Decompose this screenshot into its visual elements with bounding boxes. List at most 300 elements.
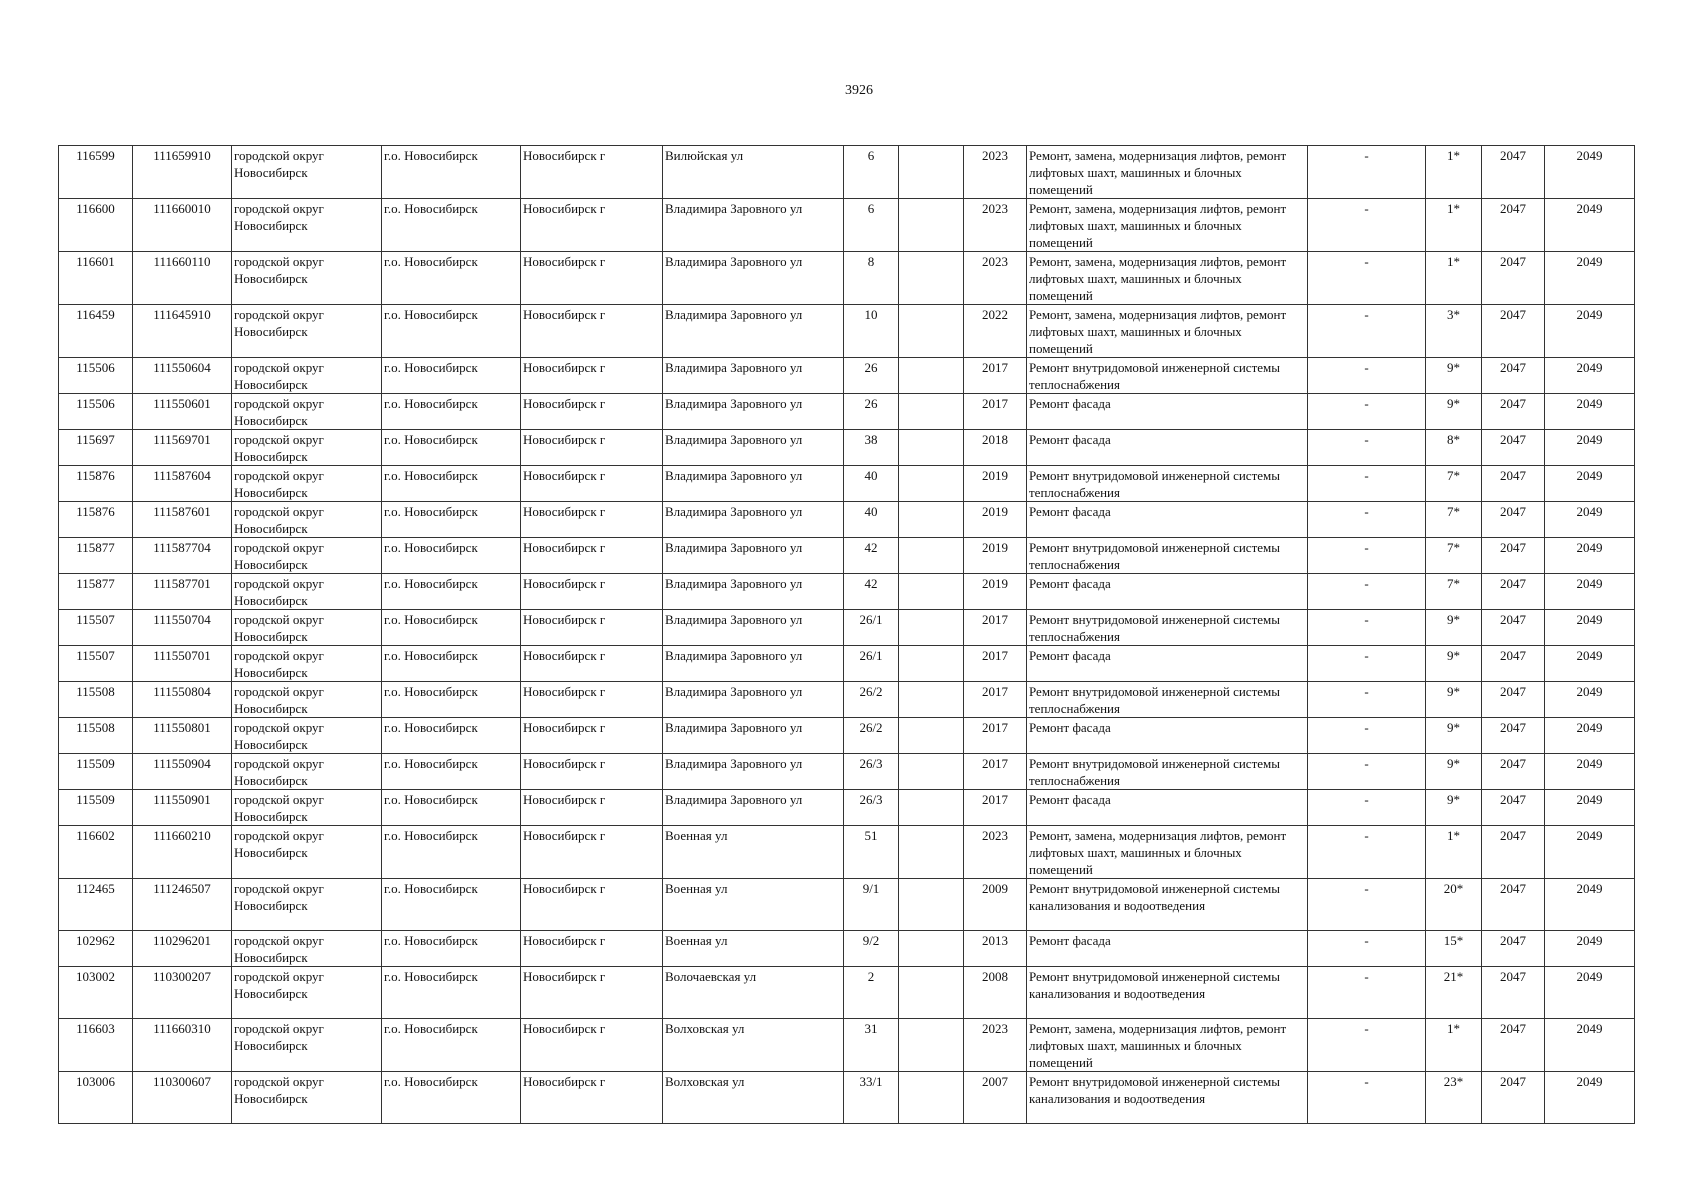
cell-house-number: 9/1 bbox=[844, 879, 899, 931]
cell-year-from: 2047 bbox=[1482, 394, 1545, 430]
cell-work-type: Ремонт внутридомовой инженерной системы теплоснабжения bbox=[1027, 610, 1308, 646]
cell-house-number: 42 bbox=[844, 574, 899, 610]
cell-city: Новосибирск г bbox=[521, 199, 663, 252]
cell-blank bbox=[899, 430, 964, 466]
cell-blank bbox=[899, 466, 964, 502]
cell-city: Новосибирск г bbox=[521, 430, 663, 466]
cell-year: 2023 bbox=[964, 146, 1027, 199]
cell-house-number: 10 bbox=[844, 305, 899, 358]
cell-year-from: 2047 bbox=[1482, 718, 1545, 754]
cell-house-number: 26/2 bbox=[844, 718, 899, 754]
table-row bbox=[59, 646, 1635, 682]
cell-mark: 9* bbox=[1426, 358, 1482, 394]
cell-blank bbox=[899, 1019, 964, 1072]
cell-work-code: 111550804 bbox=[133, 682, 232, 718]
cell-year-to: 2049 bbox=[1545, 394, 1635, 430]
cell-city: Новосибирск г bbox=[521, 252, 663, 305]
cell-work-type: Ремонт внутридомовой инженерной системы теплоснабжения bbox=[1027, 538, 1308, 574]
cell-year: 2017 bbox=[964, 358, 1027, 394]
cell-okrug: г.о. Новосибирск bbox=[382, 252, 521, 305]
cell-year: 2019 bbox=[964, 574, 1027, 610]
cell-house-number: 42 bbox=[844, 538, 899, 574]
cell-year: 2017 bbox=[964, 718, 1027, 754]
cell-dash: - bbox=[1308, 610, 1426, 646]
cell-year-from: 2047 bbox=[1482, 199, 1545, 252]
cell-house-number: 6 bbox=[844, 146, 899, 199]
cell-municipality: городской округ Новосибирск bbox=[232, 610, 382, 646]
cell-street: Владимира Заровного ул bbox=[663, 305, 844, 358]
cell-work-code: 111550604 bbox=[133, 358, 232, 394]
cell-okrug: г.о. Новосибирск bbox=[382, 538, 521, 574]
cell-work-type: Ремонт, замена, модернизация лифтов, ремонт лифтовых шахт, машинных и блочных помещений bbox=[1027, 305, 1308, 358]
cell-mark: 7* bbox=[1426, 574, 1482, 610]
cell-year-from: 2047 bbox=[1482, 610, 1545, 646]
cell-work-code: 111660010 bbox=[133, 199, 232, 252]
table-row bbox=[59, 790, 1635, 826]
cell-house-number: 26 bbox=[844, 394, 899, 430]
cell-mark: 3* bbox=[1426, 305, 1482, 358]
cell-city: Новосибирск г bbox=[521, 967, 663, 1019]
cell-mark: 1* bbox=[1426, 252, 1482, 305]
cell-dash: - bbox=[1308, 879, 1426, 931]
cell-mark: 1* bbox=[1426, 199, 1482, 252]
cell-city: Новосибирск г bbox=[521, 538, 663, 574]
cell-year-to: 2049 bbox=[1545, 790, 1635, 826]
cell-mark: 7* bbox=[1426, 502, 1482, 538]
cell-year: 2023 bbox=[964, 1019, 1027, 1072]
cell-record-id: 115509 bbox=[59, 790, 133, 826]
table-row bbox=[59, 879, 1635, 931]
cell-street: Владимира Заровного ул bbox=[663, 754, 844, 790]
cell-record-id: 116602 bbox=[59, 826, 133, 879]
cell-okrug: г.о. Новосибирск bbox=[382, 826, 521, 879]
table-row bbox=[59, 967, 1635, 1019]
cell-municipality: городской округ Новосибирск bbox=[232, 358, 382, 394]
cell-blank bbox=[899, 146, 964, 199]
cell-year-from: 2047 bbox=[1482, 502, 1545, 538]
cell-year-from: 2047 bbox=[1482, 430, 1545, 466]
cell-year-from: 2047 bbox=[1482, 538, 1545, 574]
cell-year-from: 2047 bbox=[1482, 466, 1545, 502]
cell-work-code: 111587601 bbox=[133, 502, 232, 538]
cell-year: 2022 bbox=[964, 305, 1027, 358]
table-row bbox=[59, 718, 1635, 754]
cell-year: 2009 bbox=[964, 879, 1027, 931]
cell-year-to: 2049 bbox=[1545, 146, 1635, 199]
cell-blank bbox=[899, 754, 964, 790]
cell-municipality: городской округ Новосибирск bbox=[232, 146, 382, 199]
cell-blank bbox=[899, 718, 964, 754]
cell-dash: - bbox=[1308, 466, 1426, 502]
cell-municipality: городской округ Новосибирск bbox=[232, 574, 382, 610]
cell-dash: - bbox=[1308, 305, 1426, 358]
cell-year-from: 2047 bbox=[1482, 305, 1545, 358]
cell-street: Владимира Заровного ул bbox=[663, 394, 844, 430]
cell-work-code: 111660210 bbox=[133, 826, 232, 879]
cell-work-type: Ремонт фасада bbox=[1027, 502, 1308, 538]
cell-year-to: 2049 bbox=[1545, 430, 1635, 466]
cell-year-to: 2049 bbox=[1545, 574, 1635, 610]
cell-house-number: 33/1 bbox=[844, 1072, 899, 1124]
cell-street: Владимира Заровного ул bbox=[663, 430, 844, 466]
cell-work-code: 111550704 bbox=[133, 610, 232, 646]
cell-year: 2017 bbox=[964, 790, 1027, 826]
cell-house-number: 9/2 bbox=[844, 931, 899, 967]
cell-blank bbox=[899, 199, 964, 252]
table-row bbox=[59, 252, 1635, 305]
cell-house-number: 38 bbox=[844, 430, 899, 466]
cell-street: Владимира Заровного ул bbox=[663, 502, 844, 538]
cell-city: Новосибирск г bbox=[521, 466, 663, 502]
cell-city: Новосибирск г bbox=[521, 574, 663, 610]
cell-blank bbox=[899, 826, 964, 879]
cell-dash: - bbox=[1308, 394, 1426, 430]
cell-work-type: Ремонт внутридомовой инженерной системы теплоснабжения bbox=[1027, 358, 1308, 394]
cell-work-code: 111660110 bbox=[133, 252, 232, 305]
cell-work-code: 111587604 bbox=[133, 466, 232, 502]
cell-year-to: 2049 bbox=[1545, 718, 1635, 754]
cell-work-code: 111550701 bbox=[133, 646, 232, 682]
cell-street: Владимира Заровного ул bbox=[663, 358, 844, 394]
cell-year-from: 2047 bbox=[1482, 682, 1545, 718]
cell-year-to: 2049 bbox=[1545, 538, 1635, 574]
cell-year-to: 2049 bbox=[1545, 252, 1635, 305]
cell-okrug: г.о. Новосибирск bbox=[382, 879, 521, 931]
cell-dash: - bbox=[1308, 358, 1426, 394]
cell-dash: - bbox=[1308, 967, 1426, 1019]
cell-record-id: 112465 bbox=[59, 879, 133, 931]
cell-municipality: городской округ Новосибирск bbox=[232, 394, 382, 430]
cell-record-id: 115508 bbox=[59, 682, 133, 718]
cell-street: Волховская ул bbox=[663, 1019, 844, 1072]
table-row bbox=[59, 931, 1635, 967]
table-row bbox=[59, 502, 1635, 538]
cell-work-code: 111550601 bbox=[133, 394, 232, 430]
table-row bbox=[59, 146, 1635, 199]
cell-city: Новосибирск г bbox=[521, 394, 663, 430]
cell-house-number: 26 bbox=[844, 358, 899, 394]
cell-house-number: 26/1 bbox=[844, 610, 899, 646]
cell-municipality: городской округ Новосибирск bbox=[232, 879, 382, 931]
cell-street: Военная ул bbox=[663, 931, 844, 967]
table-row bbox=[59, 430, 1635, 466]
cell-year: 2018 bbox=[964, 430, 1027, 466]
table-row bbox=[59, 574, 1635, 610]
cell-year-to: 2049 bbox=[1545, 1072, 1635, 1124]
cell-house-number: 26/2 bbox=[844, 682, 899, 718]
cell-city: Новосибирск г bbox=[521, 879, 663, 931]
cell-mark: 9* bbox=[1426, 754, 1482, 790]
cell-municipality: городской округ Новосибирск bbox=[232, 826, 382, 879]
cell-year: 2013 bbox=[964, 931, 1027, 967]
cell-city: Новосибирск г bbox=[521, 718, 663, 754]
cell-work-type: Ремонт фасада bbox=[1027, 931, 1308, 967]
cell-okrug: г.о. Новосибирск bbox=[382, 754, 521, 790]
cell-city: Новосибирск г bbox=[521, 610, 663, 646]
cell-municipality: городской округ Новосибирск bbox=[232, 754, 382, 790]
cell-record-id: 116599 bbox=[59, 146, 133, 199]
cell-okrug: г.о. Новосибирск bbox=[382, 146, 521, 199]
cell-year-to: 2049 bbox=[1545, 826, 1635, 879]
cell-year-to: 2049 bbox=[1545, 682, 1635, 718]
cell-mark: 7* bbox=[1426, 466, 1482, 502]
cell-year: 2017 bbox=[964, 610, 1027, 646]
cell-house-number: 51 bbox=[844, 826, 899, 879]
cell-record-id: 115506 bbox=[59, 358, 133, 394]
cell-work-type: Ремонт внутридомовой инженерной системы теплоснабжения bbox=[1027, 754, 1308, 790]
cell-dash: - bbox=[1308, 826, 1426, 879]
cell-year-from: 2047 bbox=[1482, 574, 1545, 610]
cell-mark: 20* bbox=[1426, 879, 1482, 931]
cell-work-code: 111246507 bbox=[133, 879, 232, 931]
cell-blank bbox=[899, 967, 964, 1019]
cell-year-to: 2049 bbox=[1545, 967, 1635, 1019]
cell-year: 2019 bbox=[964, 502, 1027, 538]
cell-dash: - bbox=[1308, 682, 1426, 718]
cell-year-to: 2049 bbox=[1545, 1019, 1635, 1072]
cell-year: 2023 bbox=[964, 199, 1027, 252]
cell-mark: 9* bbox=[1426, 718, 1482, 754]
cell-blank bbox=[899, 538, 964, 574]
cell-work-type: Ремонт внутридомовой инженерной системы теплоснабжения bbox=[1027, 682, 1308, 718]
cell-dash: - bbox=[1308, 502, 1426, 538]
cell-dash: - bbox=[1308, 646, 1426, 682]
cell-work-code: 111550904 bbox=[133, 754, 232, 790]
cell-blank bbox=[899, 931, 964, 967]
cell-work-type: Ремонт фасада bbox=[1027, 646, 1308, 682]
cell-year: 2017 bbox=[964, 394, 1027, 430]
cell-okrug: г.о. Новосибирск bbox=[382, 610, 521, 646]
cell-year: 2017 bbox=[964, 754, 1027, 790]
cell-municipality: городской округ Новосибирск bbox=[232, 430, 382, 466]
cell-work-type: Ремонт фасада bbox=[1027, 718, 1308, 754]
cell-house-number: 26/1 bbox=[844, 646, 899, 682]
cell-record-id: 115876 bbox=[59, 502, 133, 538]
cell-municipality: городской округ Новосибирск bbox=[232, 1019, 382, 1072]
cell-year-from: 2047 bbox=[1482, 358, 1545, 394]
cell-street: Владимира Заровного ул bbox=[663, 682, 844, 718]
cell-house-number: 26/3 bbox=[844, 754, 899, 790]
cell-year: 2017 bbox=[964, 646, 1027, 682]
cell-year-from: 2047 bbox=[1482, 252, 1545, 305]
cell-year-to: 2049 bbox=[1545, 610, 1635, 646]
cell-record-id: 116601 bbox=[59, 252, 133, 305]
cell-record-id: 103002 bbox=[59, 967, 133, 1019]
cell-city: Новосибирск г bbox=[521, 826, 663, 879]
cell-municipality: городской округ Новосибирск bbox=[232, 466, 382, 502]
cell-record-id: 115509 bbox=[59, 754, 133, 790]
cell-municipality: городской округ Новосибирск bbox=[232, 199, 382, 252]
cell-house-number: 6 bbox=[844, 199, 899, 252]
cell-blank bbox=[899, 574, 964, 610]
cell-mark: 9* bbox=[1426, 790, 1482, 826]
cell-work-code: 111659910 bbox=[133, 146, 232, 199]
cell-year: 2019 bbox=[964, 538, 1027, 574]
cell-work-type: Ремонт, замена, модернизация лифтов, ремонт лифтовых шахт, машинных и блочных помещений bbox=[1027, 1019, 1308, 1072]
cell-work-code: 111550901 bbox=[133, 790, 232, 826]
cell-blank bbox=[899, 252, 964, 305]
cell-work-code: 111550801 bbox=[133, 718, 232, 754]
cell-year-from: 2047 bbox=[1482, 790, 1545, 826]
cell-dash: - bbox=[1308, 1019, 1426, 1072]
cell-okrug: г.о. Новосибирск bbox=[382, 1019, 521, 1072]
cell-work-type: Ремонт фасада bbox=[1027, 574, 1308, 610]
cell-work-code: 111645910 bbox=[133, 305, 232, 358]
cell-street: Владимира Заровного ул bbox=[663, 252, 844, 305]
cell-year: 2008 bbox=[964, 967, 1027, 1019]
cell-city: Новосибирск г bbox=[521, 146, 663, 199]
cell-year-to: 2049 bbox=[1545, 754, 1635, 790]
cell-dash: - bbox=[1308, 754, 1426, 790]
cell-work-type: Ремонт, замена, модернизация лифтов, ремонт лифтовых шахт, машинных и блочных помещений bbox=[1027, 252, 1308, 305]
cell-work-code: 111587701 bbox=[133, 574, 232, 610]
cell-house-number: 40 bbox=[844, 466, 899, 502]
cell-mark: 1* bbox=[1426, 146, 1482, 199]
cell-okrug: г.о. Новосибирск bbox=[382, 931, 521, 967]
cell-okrug: г.о. Новосибирск bbox=[382, 466, 521, 502]
cell-mark: 21* bbox=[1426, 967, 1482, 1019]
cell-work-type: Ремонт фасада bbox=[1027, 790, 1308, 826]
cell-blank bbox=[899, 790, 964, 826]
cell-blank bbox=[899, 682, 964, 718]
cell-municipality: городской округ Новосибирск bbox=[232, 682, 382, 718]
cell-record-id: 115507 bbox=[59, 610, 133, 646]
cell-year-to: 2049 bbox=[1545, 358, 1635, 394]
cell-city: Новосибирск г bbox=[521, 1072, 663, 1124]
cell-year: 2017 bbox=[964, 682, 1027, 718]
cell-year-to: 2049 bbox=[1545, 199, 1635, 252]
cell-year-from: 2047 bbox=[1482, 967, 1545, 1019]
cell-municipality: городской округ Новосибирск bbox=[232, 252, 382, 305]
cell-record-id: 115506 bbox=[59, 394, 133, 430]
cell-dash: - bbox=[1308, 790, 1426, 826]
cell-blank bbox=[899, 502, 964, 538]
cell-record-id: 115697 bbox=[59, 430, 133, 466]
cell-street: Волховская ул bbox=[663, 1072, 844, 1124]
cell-work-code: 111660310 bbox=[133, 1019, 232, 1072]
cell-okrug: г.о. Новосибирск bbox=[382, 199, 521, 252]
cell-record-id: 115877 bbox=[59, 538, 133, 574]
cell-city: Новосибирск г bbox=[521, 754, 663, 790]
cell-blank bbox=[899, 1072, 964, 1124]
cell-work-type: Ремонт, замена, модернизация лифтов, ремонт лифтовых шахт, машинных и блочных помещений bbox=[1027, 146, 1308, 199]
cell-year-to: 2049 bbox=[1545, 931, 1635, 967]
cell-okrug: г.о. Новосибирск bbox=[382, 967, 521, 1019]
cell-mark: 8* bbox=[1426, 430, 1482, 466]
table-row bbox=[59, 1072, 1635, 1124]
cell-dash: - bbox=[1308, 1072, 1426, 1124]
cell-street: Владимира Заровного ул bbox=[663, 199, 844, 252]
cell-work-code: 110300207 bbox=[133, 967, 232, 1019]
cell-municipality: городской округ Новосибирск bbox=[232, 646, 382, 682]
cell-record-id: 103006 bbox=[59, 1072, 133, 1124]
cell-blank bbox=[899, 394, 964, 430]
cell-mark: 9* bbox=[1426, 682, 1482, 718]
cell-year-from: 2047 bbox=[1482, 754, 1545, 790]
registry-table bbox=[58, 145, 1635, 1124]
table-row bbox=[59, 826, 1635, 879]
cell-house-number: 26/3 bbox=[844, 790, 899, 826]
cell-work-type: Ремонт фасада bbox=[1027, 430, 1308, 466]
cell-record-id: 115876 bbox=[59, 466, 133, 502]
cell-mark: 15* bbox=[1426, 931, 1482, 967]
cell-city: Новосибирск г bbox=[521, 1019, 663, 1072]
cell-municipality: городской округ Новосибирск bbox=[232, 502, 382, 538]
cell-work-type: Ремонт, замена, модернизация лифтов, ремонт лифтовых шахт, машинных и блочных помещений bbox=[1027, 826, 1308, 879]
cell-year-from: 2047 bbox=[1482, 646, 1545, 682]
cell-dash: - bbox=[1308, 199, 1426, 252]
cell-okrug: г.о. Новосибирск bbox=[382, 790, 521, 826]
cell-street: Владимира Заровного ул bbox=[663, 790, 844, 826]
cell-okrug: г.о. Новосибирск bbox=[382, 502, 521, 538]
cell-municipality: городской округ Новосибирск bbox=[232, 538, 382, 574]
cell-house-number: 31 bbox=[844, 1019, 899, 1072]
cell-okrug: г.о. Новосибирск bbox=[382, 682, 521, 718]
cell-city: Новосибирск г bbox=[521, 646, 663, 682]
table-row bbox=[59, 199, 1635, 252]
cell-municipality: городской округ Новосибирск bbox=[232, 1072, 382, 1124]
cell-record-id: 116459 bbox=[59, 305, 133, 358]
cell-mark: 9* bbox=[1426, 394, 1482, 430]
cell-work-type: Ремонт фасада bbox=[1027, 394, 1308, 430]
cell-okrug: г.о. Новосибирск bbox=[382, 430, 521, 466]
cell-street: Владимира Заровного ул bbox=[663, 646, 844, 682]
cell-okrug: г.о. Новосибирск bbox=[382, 305, 521, 358]
cell-record-id: 116600 bbox=[59, 199, 133, 252]
cell-municipality: городской округ Новосибирск bbox=[232, 931, 382, 967]
cell-work-type: Ремонт внутридомовой инженерной системы канализования и водоотведения bbox=[1027, 879, 1308, 931]
cell-dash: - bbox=[1308, 574, 1426, 610]
cell-blank bbox=[899, 305, 964, 358]
cell-work-type: Ремонт, замена, модернизация лифтов, ремонт лифтовых шахт, машинных и блочных помещений bbox=[1027, 199, 1308, 252]
cell-mark: 23* bbox=[1426, 1072, 1482, 1124]
table-row bbox=[59, 1019, 1635, 1072]
cell-house-number: 8 bbox=[844, 252, 899, 305]
cell-mark: 9* bbox=[1426, 610, 1482, 646]
cell-street: Вилюйская ул bbox=[663, 146, 844, 199]
cell-okrug: г.о. Новосибирск bbox=[382, 718, 521, 754]
cell-street: Владимира Заровного ул bbox=[663, 538, 844, 574]
cell-dash: - bbox=[1308, 931, 1426, 967]
table-row bbox=[59, 358, 1635, 394]
cell-street: Владимира Заровного ул bbox=[663, 574, 844, 610]
cell-city: Новосибирск г bbox=[521, 502, 663, 538]
cell-mark: 7* bbox=[1426, 538, 1482, 574]
table-row bbox=[59, 610, 1635, 646]
cell-street: Военная ул bbox=[663, 879, 844, 931]
cell-okrug: г.о. Новосибирск bbox=[382, 1072, 521, 1124]
cell-record-id: 115508 bbox=[59, 718, 133, 754]
cell-dash: - bbox=[1308, 718, 1426, 754]
cell-record-id: 102962 bbox=[59, 931, 133, 967]
cell-work-type: Ремонт внутридомовой инженерной системы канализования и водоотведения bbox=[1027, 967, 1308, 1019]
cell-city: Новосибирск г bbox=[521, 682, 663, 718]
cell-dash: - bbox=[1308, 252, 1426, 305]
cell-year-to: 2049 bbox=[1545, 879, 1635, 931]
cell-year: 2007 bbox=[964, 1072, 1027, 1124]
cell-record-id: 115877 bbox=[59, 574, 133, 610]
table-row bbox=[59, 754, 1635, 790]
cell-year-from: 2047 bbox=[1482, 1019, 1545, 1072]
cell-street: Владимира Заровного ул bbox=[663, 610, 844, 646]
cell-year-from: 2047 bbox=[1482, 931, 1545, 967]
cell-blank bbox=[899, 879, 964, 931]
cell-street: Военная ул bbox=[663, 826, 844, 879]
cell-blank bbox=[899, 610, 964, 646]
cell-year-to: 2049 bbox=[1545, 646, 1635, 682]
page-number: 3926 bbox=[845, 83, 873, 98]
cell-municipality: городской округ Новосибирск bbox=[232, 790, 382, 826]
